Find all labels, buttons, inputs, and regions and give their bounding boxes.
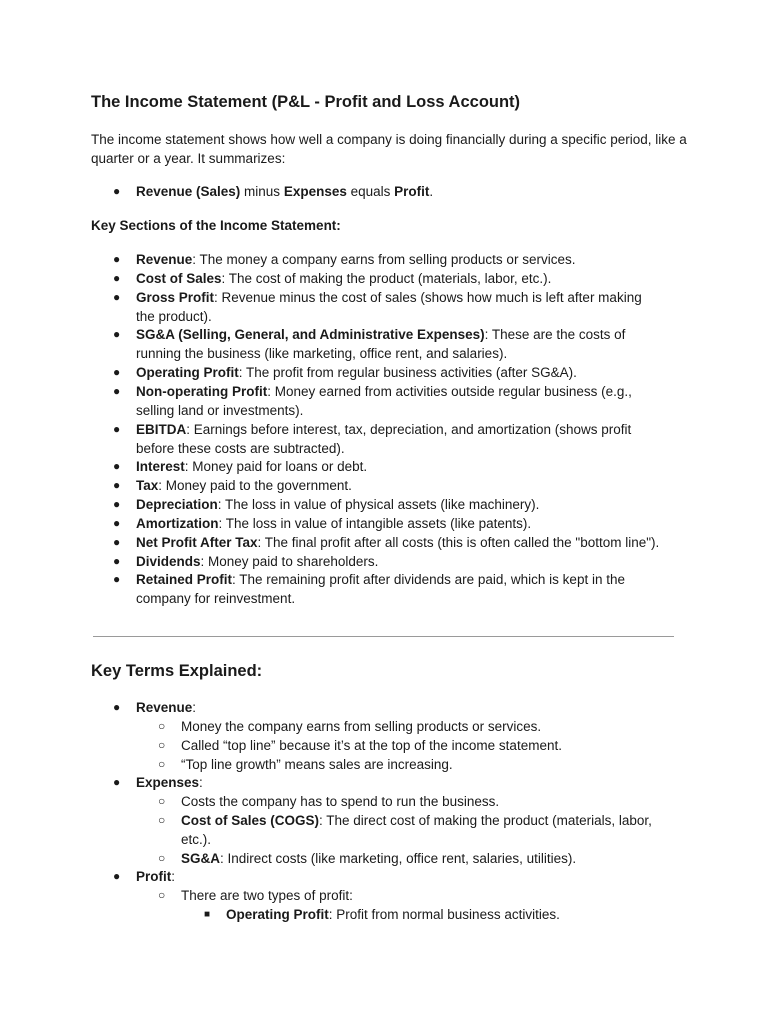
summary-profit: Profit: [394, 184, 430, 199]
section-item: [136, 325, 625, 344]
section-desc: : Money earned from activities outside regular business (e.g.,: [267, 383, 632, 399]
section-term: EBITDA: [136, 421, 187, 437]
section-desc: : The profit from regular business activities (after SG&A).: [238, 365, 577, 381]
section-term: SG&A (Selling, General, and Administrative Expenses): [136, 327, 485, 343]
section-item: [136, 570, 625, 589]
bullet-icon: ●: [113, 775, 121, 789]
bullet-icon: ●: [113, 553, 121, 568]
section-desc: : Money paid for loans or debt.: [184, 459, 368, 475]
intro-paragraph: The income statement shows how well a company is doing financially during a specific period, like a quarter or a year. It summarizes:: [91, 132, 687, 166]
section-item: [136, 363, 577, 382]
circle-bullet-icon: ○: [158, 757, 166, 771]
cogs-desc: : The direct cost of making the product (materials, labor,: [319, 813, 652, 828]
op-desc: : Profit from normal business activities.: [328, 907, 560, 922]
section-item: [136, 288, 642, 307]
bullet-icon: ●: [113, 252, 121, 266]
section-desc: : The loss in value of intangible assets (like patents).: [218, 515, 532, 531]
section-item: [136, 514, 531, 533]
circle-bullet-icon: ○: [158, 813, 166, 827]
summary-revenue: Revenue (Sales): [136, 184, 241, 199]
bullet-icon: ●: [113, 478, 121, 493]
section-desc: : Revenue minus the cost of sales (shows how much is left after making: [214, 289, 642, 305]
term-label: Expenses: [136, 775, 200, 790]
sub-item: Money the company earns from selling products or services.: [181, 719, 542, 734]
bullet-icon: ●: [113, 383, 121, 398]
bullet-icon: ●: [113, 515, 121, 530]
section-item: [136, 495, 539, 514]
term-revenue: [136, 698, 196, 717]
sub-item: There are two types of profit:: [181, 888, 353, 903]
sub-item-sga: [181, 849, 576, 868]
section-desc: : Money paid to shareholders.: [200, 553, 379, 569]
sga-desc: : Indirect costs (like marketing, office rent, salaries, utilities).: [220, 851, 577, 866]
term-expenses: [136, 773, 203, 792]
bullet-icon: ●: [113, 421, 121, 436]
sub-sub-item-operating-profit: [226, 905, 560, 924]
circle-bullet-icon: ○: [158, 794, 166, 808]
bullet-icon: ●: [113, 184, 121, 198]
section-term: Gross Profit: [136, 289, 215, 305]
sub-item-cogs-cont: etc.).: [181, 832, 212, 847]
section-term: Tax: [136, 478, 159, 494]
circle-bullet-icon: ○: [158, 738, 166, 752]
section-item: [136, 269, 551, 288]
op-term: Operating Profit: [226, 907, 329, 922]
circle-bullet-icon: ○: [158, 719, 166, 733]
summary-minus: minus: [240, 184, 284, 199]
bullet-icon: ●: [113, 534, 121, 549]
circle-bullet-icon: ○: [158, 851, 166, 865]
section-item: [136, 457, 367, 476]
horizontal-divider: [93, 636, 674, 637]
section-term: Amortization: [136, 515, 219, 531]
section-desc: : The final profit after all costs (this is often called the "bottom line").: [257, 534, 660, 550]
bullet-icon: ●: [113, 869, 121, 883]
section-desc: : The remaining profit after dividends are paid, which is kept in the: [232, 572, 625, 588]
section-item-continuation: selling land or investments).: [136, 402, 304, 418]
bullet-icon: ●: [113, 459, 121, 474]
section-item: [136, 476, 352, 495]
section-term: Retained Profit: [136, 572, 233, 588]
summary-equals: equals: [346, 184, 395, 199]
sga-term: SG&A: [181, 851, 221, 866]
section-term: Non-operating Profit: [136, 383, 268, 399]
page-title: The Income Statement (P&L - Profit and Loss Account): [91, 93, 521, 111]
key-terms-heading: Key Terms Explained:: [91, 662, 263, 680]
bullet-icon: ●: [113, 327, 121, 342]
summary-expenses: Expenses: [283, 184, 347, 199]
term-colon: :: [199, 775, 203, 790]
section-term: Net Profit After Tax: [136, 534, 258, 550]
bullet-icon: ●: [113, 289, 121, 304]
square-bullet-icon: ■: [204, 909, 211, 920]
term-label: Profit: [136, 869, 172, 884]
section-desc: : Money paid to the government.: [158, 478, 352, 494]
section-desc: : These are the costs of: [484, 327, 626, 343]
sub-item: Costs the company has to spend to run the business.: [181, 794, 500, 809]
circle-bullet-icon: ○: [158, 888, 166, 902]
section-item-continuation: running the business (like marketing, office rent, and salaries).: [136, 346, 508, 362]
section-item: [136, 552, 378, 571]
section-item-continuation: before these costs are subtracted).: [136, 440, 345, 456]
section-desc: : Earnings before interest, tax, depreciation, and amortization (shows profit: [186, 421, 632, 437]
section-item-continuation: company for reinvestment.: [136, 591, 296, 607]
cogs-term: Cost of Sales (COGS): [181, 813, 320, 828]
section-term: Revenue: [136, 252, 193, 267]
section-term: Depreciation: [136, 497, 218, 513]
key-sections-heading: Key Sections of the Income Statement:: [91, 218, 341, 233]
term-label: Revenue: [136, 700, 193, 715]
section-term: Cost of Sales: [136, 270, 222, 286]
section-term: Operating Profit: [136, 365, 239, 381]
term-profit: [136, 867, 175, 886]
sub-item: “Top line growth” means sales are increasing.: [181, 757, 453, 772]
bullet-icon: ●: [113, 497, 121, 512]
section-desc: : The cost of making the product (materials, labor, etc.).: [221, 270, 552, 286]
term-colon: :: [171, 869, 176, 884]
bullet-icon: ●: [113, 270, 121, 285]
summary-line: [136, 182, 433, 201]
section-item: [136, 533, 659, 552]
section-desc: : The loss in value of physical assets (like machinery).: [217, 497, 540, 513]
section-term: Dividends: [136, 553, 201, 569]
section-item: [136, 382, 632, 401]
section-item-continuation: the product).: [136, 308, 212, 324]
term-colon: :: [192, 700, 197, 715]
section-item: [136, 250, 575, 269]
section-desc: : The money a company earns from selling products or services.: [192, 252, 576, 267]
bullet-icon: ●: [113, 572, 121, 587]
bullet-icon: ●: [113, 365, 121, 380]
section-item: [136, 420, 631, 439]
bullet-icon: ●: [113, 700, 121, 714]
sub-item: Called “top line” because it’s at the top of the income statement.: [181, 738, 562, 753]
summary-period: .: [429, 184, 434, 199]
sub-item-cogs: [181, 811, 652, 830]
section-term: Interest: [136, 459, 185, 475]
